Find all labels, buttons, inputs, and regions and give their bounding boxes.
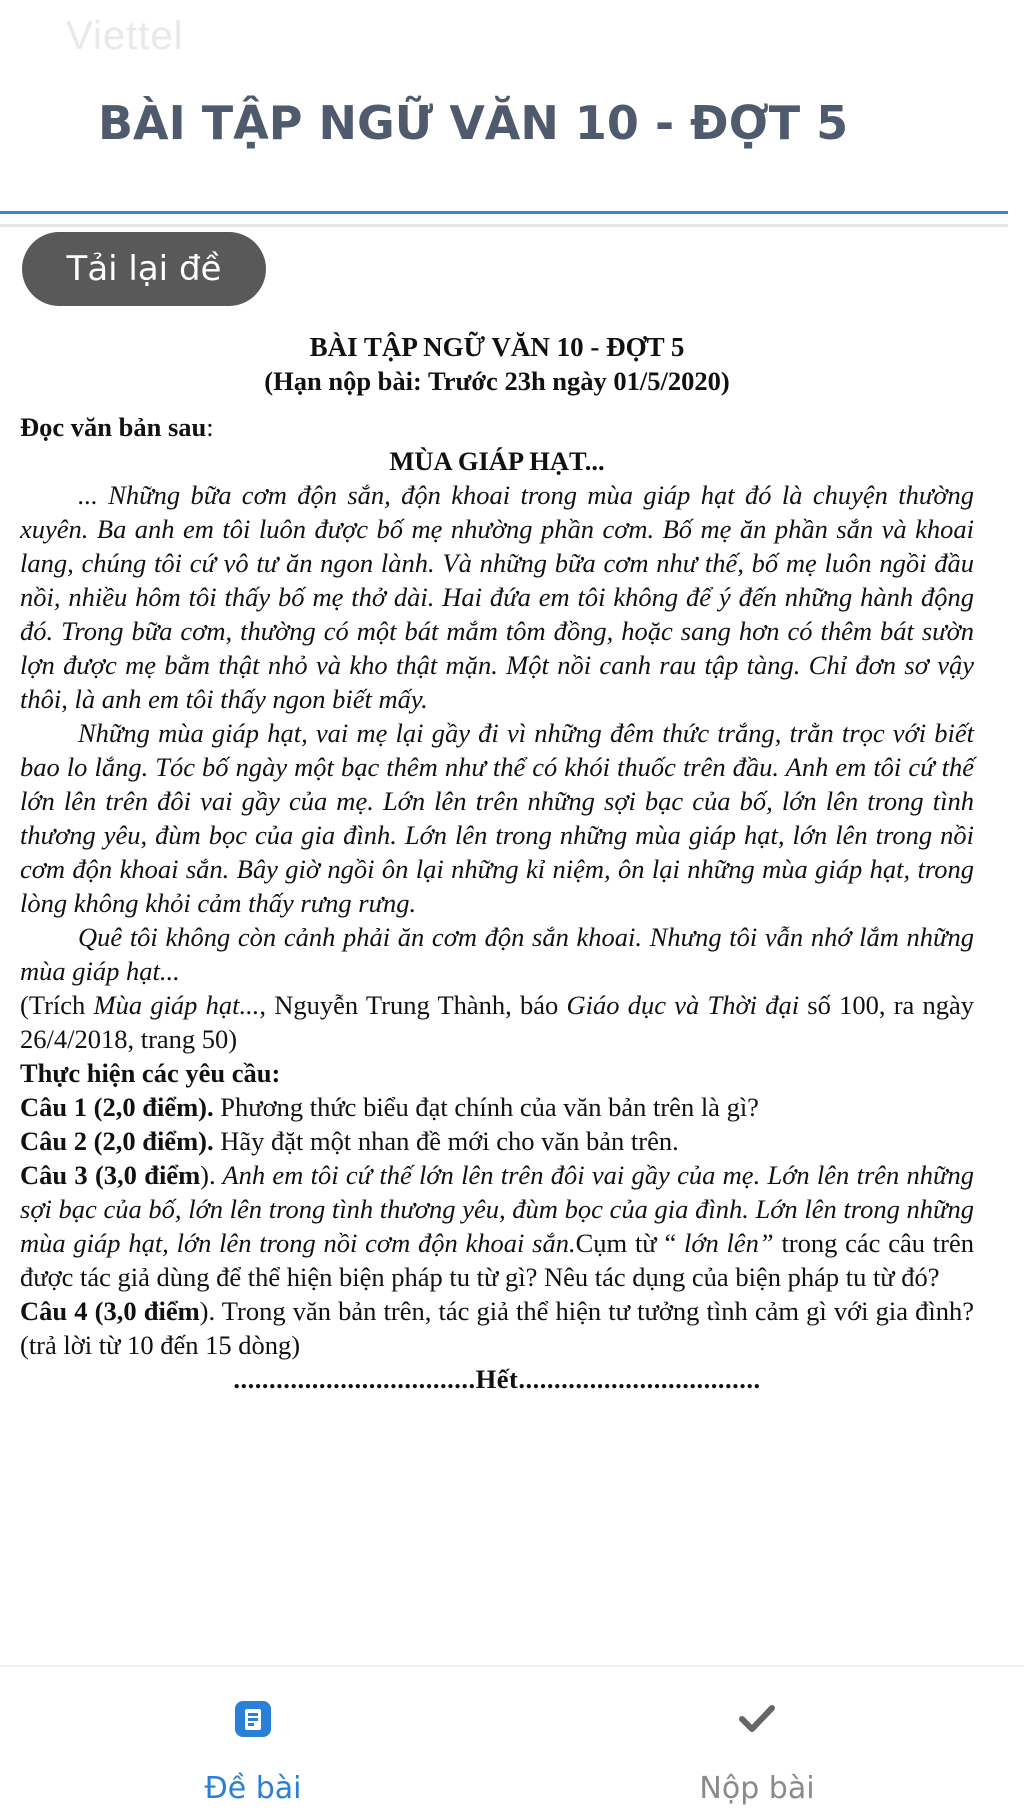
header-divider — [0, 211, 1008, 214]
question-1-label: Câu 1 (2,0 điểm). — [20, 1092, 214, 1122]
question-1-text: Phương thức biểu đạt chính của văn bản trên là gì? — [213, 1092, 759, 1122]
carrier-watermark: Viettel — [66, 14, 184, 58]
question-4-label-end: ). — [199, 1296, 216, 1326]
citation-text: (Trích — [20, 990, 94, 1020]
question-3-text: Cụm từ “ — [575, 1228, 677, 1258]
question-3-label-end: ). — [200, 1160, 216, 1190]
question-2-text: Hãy đặt một nhan đề mới cho văn bản trên. — [213, 1126, 679, 1156]
read-prompt — [20, 410, 974, 444]
question-4-text: Trong văn bản trên, tác giả thể hiện tư tưởng tình cảm gì với gia đình? (trả lời từ 10 đến 15 dòng) — [20, 1296, 975, 1360]
tab-exam-label: Đề bài — [204, 1771, 302, 1806]
question-2 — [20, 1124, 974, 1158]
citation-newspaper: Giáo dục và Thời đại — [566, 990, 800, 1020]
passage-paragraph: ... Những bữa cơm độn sắn, độn khoai trong mùa giáp hạt đó là chuyện thường xuyên. Ba anh em tôi luôn được bố mẹ nhường phần cơm. Bố mẹ ăn phần sắn và khoai lang, chúng tôi cứ vô tư ăn ngon lành. Và những bữa cơm như thế, bố mẹ luôn ngồi đầu nồi, nhiều hôm tôi thấy bố mẹ thở dài. Hai đứa em tôi không để ý đến những hành động đó. Trong bữa cơm, thường có một bát mắm tôm đồng, hoặc sang hơn có thêm bát sườn lợn được mẹ bằm thật nhỏ và kho thật mặn. Một nồi canh rau tập tàng. Chỉ đơn sơ vậy thôi, là anh em tôi thấy ngon biết mấy. — [20, 480, 974, 714]
passage-paragraph: Những mùa giáp hạt, vai mẹ lại gầy đi vì những đêm thức trắng, trằn trọc với biết bao lo lắng. Tóc bố ngày một bạc thêm như thể có khói thuốc trên đầu. Anh em tôi cứ thế lớn lên trên đôi vai gầy của mẹ. Lớn lên trên những sợi bạc của bố, lớn lên trong tình thương yêu, đùm bọc của gia đình. Lớn lên trong những mùa giáp hạt, lớn lên trong nồi cơm độn khoai sắn. Bây giờ ngồi ôn lại những kỉ niệm, ôn lại những mùa giáp hạt, trong lòng không khỏi cảm thấy rưng rưng. — [20, 718, 974, 918]
checkmark-icon — [735, 1697, 779, 1741]
read-prompt-text: Đọc văn bản sau — [20, 412, 207, 442]
question-2-label: Câu 2 (2,0 điểm). — [20, 1126, 214, 1156]
read-prompt-colon: : — [206, 412, 214, 442]
tab-exam[interactable] — [103, 1667, 403, 1820]
question-3-quote: Anh em tôi cứ thế lớn lên trên đôi vai gầy của mẹ. Lớn lên trên những sợi bạc của bố, lớn lên trong tình thương yêu, đùm bọc của gia đình. Lớn lên trong những mùa giáp hạt, lớn lên trong nồi cơm độn khoai sắn. — [20, 1160, 975, 1258]
page-title: BÀI TẬP NGỮ VĂN 10 - ĐỢT 5 — [98, 96, 849, 150]
question-3 — [20, 1158, 974, 1294]
question-4 — [20, 1294, 974, 1362]
tasks-heading: Thực hiện các yêu cầu: — [20, 1058, 281, 1088]
passage-citation — [20, 988, 974, 1056]
header-divider-secondary — [0, 224, 1008, 227]
exam-document — [20, 330, 974, 1396]
document-icon — [231, 1697, 275, 1741]
tab-submit-label: Nộp bài — [699, 1771, 815, 1806]
question-4-label: Câu 4 (3,0 điểm — [20, 1296, 200, 1326]
citation-work: Mùa giáp hạt... — [93, 990, 260, 1020]
passage-paragraph: Quê tôi không còn cảnh phải ăn cơm độn sắn khoai. Nhưng tôi vẫn nhớ lắm những mùa giáp hạt... — [20, 922, 974, 986]
citation-text: số 100, ra ngày 26/4/2018, trang 50) — [20, 990, 975, 1054]
document-deadline: (Hạn nộp bài: Trước 23h ngày 01/5/2020) — [264, 366, 730, 396]
question-1 — [20, 1090, 974, 1124]
tab-submit[interactable] — [607, 1667, 907, 1820]
bottom-navigation — [0, 1665, 1024, 1820]
citation-text: , Nguyễn Trung Thành, báo — [259, 990, 567, 1020]
question-3-term: lớn lên” — [676, 1228, 774, 1258]
document-title: BÀI TẬP NGỮ VĂN 10 - ĐỢT 5 — [309, 332, 685, 362]
question-3-label: Câu 3 (3,0 điểm — [20, 1160, 201, 1190]
question-3-text: trong các câu trên được tác giả dùng để thể hiện biện pháp tu từ gì? Nêu tác dụng của biện pháp tu từ đó? — [20, 1228, 974, 1292]
reload-exam-button[interactable]: Tải lại đề — [22, 232, 266, 306]
end-marker: ..................................Hết.................................. — [233, 1364, 761, 1394]
passage-title: MÙA GIÁP HẠT... — [389, 446, 605, 476]
app-header — [0, 0, 1024, 212]
